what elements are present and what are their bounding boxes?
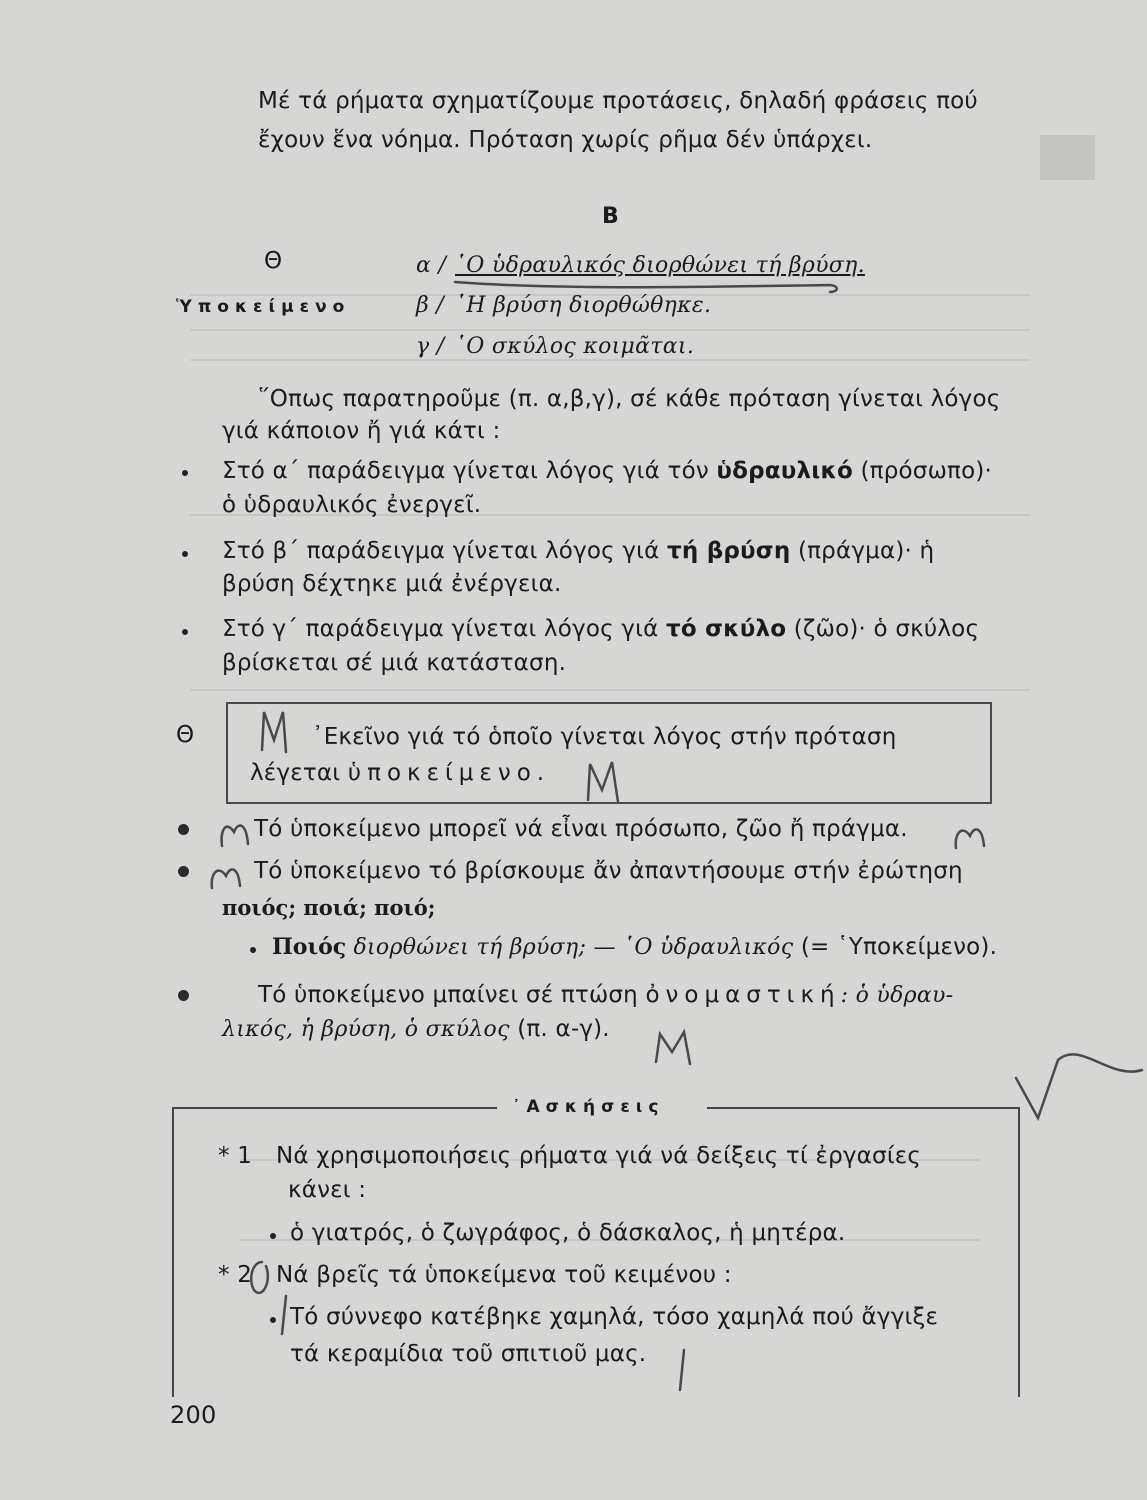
sidebar-label: Ὑποκείμενο (176, 297, 351, 317)
rule-2-line-2: ποιός; ποιά; ποιό; (222, 895, 436, 920)
pencil-underline (455, 282, 837, 292)
exercise-2-number: * 2 (218, 1262, 253, 1288)
bullet-dot (182, 629, 188, 635)
rule-3-line-2: λικός, ἡ βρύση, ὁ σκύλος (π. α-γ). (222, 1016, 610, 1042)
point-2-line-1: Στό β΄ παράδειγμα γίνεται λόγος γιά τή βρύση (πράγμα)· ἡ (222, 538, 935, 564)
pencil-check (1016, 1054, 1142, 1118)
rule-dot (178, 866, 189, 877)
exercise-1-sub: ὁ γιατρός, ὁ ζωγράφος, ὁ δάσκαλος, ἡ μητέρα. (290, 1220, 846, 1246)
point-2-line-2: βρύση δέχτηκε μιά ἐνέργεια. (222, 571, 562, 597)
bullet-dot (270, 1233, 276, 1239)
bullet-dot (182, 551, 188, 557)
exercise-box-border (172, 1107, 174, 1397)
point-2-keyword: τή βρύση (667, 538, 791, 564)
example-marker-c: γ / (416, 334, 445, 359)
point-3-keyword: τό σκύλο (665, 616, 787, 642)
observation-line-1: ῞Οπως παρατηροῦμε (π. α,β,γ), σέ κάθε πρόταση γίνεται λόγος (258, 386, 1001, 412)
section-heading: B (602, 204, 619, 229)
intro-line-2: ἔχουν ἕνα νόημα. Πρόταση χωρίς ρῆμα δέν ὑπάρχει. (258, 127, 873, 153)
point-3-line-2: βρίσκεται σέ μιά κατάσταση. (222, 650, 567, 676)
point-1-line-2: ὁ ὑδραυλικός ἐνεργεῖ. (222, 492, 482, 518)
bullet-dot (182, 470, 188, 476)
exercise-2-sub-line-2: τά κεραμίδια τοῦ σπιτιοῦ μας. (290, 1341, 647, 1367)
rule-2-line-1: Τό ὑποκείμενο τό βρίσκουμε ἄν ἀπαντήσουμε στήν ἐρώτηση (254, 858, 963, 884)
definition-box (226, 702, 992, 804)
theta-symbol: Θ (264, 248, 283, 274)
example-b: ῾Η βρύση διορθώθηκε. (455, 293, 712, 318)
theta-symbol: Θ (176, 722, 195, 748)
observation-line-2: γιά κάποιον ἤ γιά κάτι : (222, 418, 501, 444)
definition-term: ὑποκείμενο. (347, 760, 551, 786)
exercise-1-line-2: κάνει : (288, 1177, 367, 1203)
bullet-dot (270, 1317, 276, 1323)
rule-dot (178, 990, 189, 1001)
intro-line-1: Μέ τά ρήματα σχηματίζουμε προτάσεις, δηλαδή φράσεις πού (258, 88, 978, 114)
pencil-circle (251, 1262, 268, 1293)
example-c: ῾Ο σκύλος κοιμᾶται. (455, 334, 695, 359)
example-a: ῾Ο ὑδραυλικός διορθώνει τή βρύση. (455, 253, 865, 278)
pencil-letter-m (656, 1032, 690, 1064)
example-marker-a: α / (416, 253, 447, 278)
exercise-2-sub-line-1: Τό σύννεφο κατέβηκε χαμηλά, τόσο χαμηλά πού ἄγγιξε (290, 1304, 939, 1330)
page-number: 200 (170, 1401, 217, 1429)
exercises-title: ᾿Ασκήσεις (512, 1097, 665, 1117)
pencil-letter-m (222, 826, 248, 846)
pencil-tick (282, 1296, 286, 1334)
pencil-tick (680, 1350, 684, 1390)
bullet-dot (250, 947, 256, 953)
rule-1: Τό ὑποκείμενο μπορεῖ νά εἶναι πρόσωπο, ζῶο ἤ πράγμα. (254, 816, 908, 842)
nominative-term: ὀνομαστική (645, 982, 841, 1008)
rule-dot (178, 824, 189, 835)
point-1-line-1: Στό α΄ παράδειγμα γίνεται λόγος γιά τόν ὑδραυλικό (πρόσωπο)· (222, 458, 993, 484)
exercise-box-border (1018, 1107, 1020, 1397)
point-3-line-1: Στό γ΄ παράδειγμα γίνεται λόγος γιά τό σκύλο (ζῶο)· ὁ σκύλος (222, 616, 980, 642)
definition-line-2: λέγεται ὑποκείμενο. (250, 760, 551, 786)
question-example: Ποιός διορθώνει τή βρύση; — ῾Ο ὑδραυλικός (= ῾Υποκείμενο). (272, 934, 998, 960)
exercise-box-border (172, 1107, 497, 1109)
exercise-2-line-1: Νά βρεῖς τά ὑποκείμενα τοῦ κειμένου : (276, 1262, 732, 1288)
pencil-letter-m (212, 869, 240, 888)
example-marker-b: β / (416, 293, 445, 318)
point-1-keyword: ὑδραυλικό (716, 458, 853, 484)
pencil-letter-m (956, 829, 984, 848)
exercise-1-number: * 1 (218, 1143, 253, 1169)
rule-3-line-1: Τό ὑποκείμενο μπαίνει σέ πτώση ὀνομαστική: ὁ ὑδραυ- (258, 982, 954, 1008)
exercise-box-border (707, 1107, 1020, 1109)
exercise-1-line-1: Νά χρησιμοποιήσεις ρήματα γιά νά δείξεις τί ἐργασίες (276, 1143, 922, 1169)
definition-line-1: ᾿Εκεῖνο γιά τό ὁποῖο γίνεται λόγος στήν πρόταση (312, 724, 897, 750)
